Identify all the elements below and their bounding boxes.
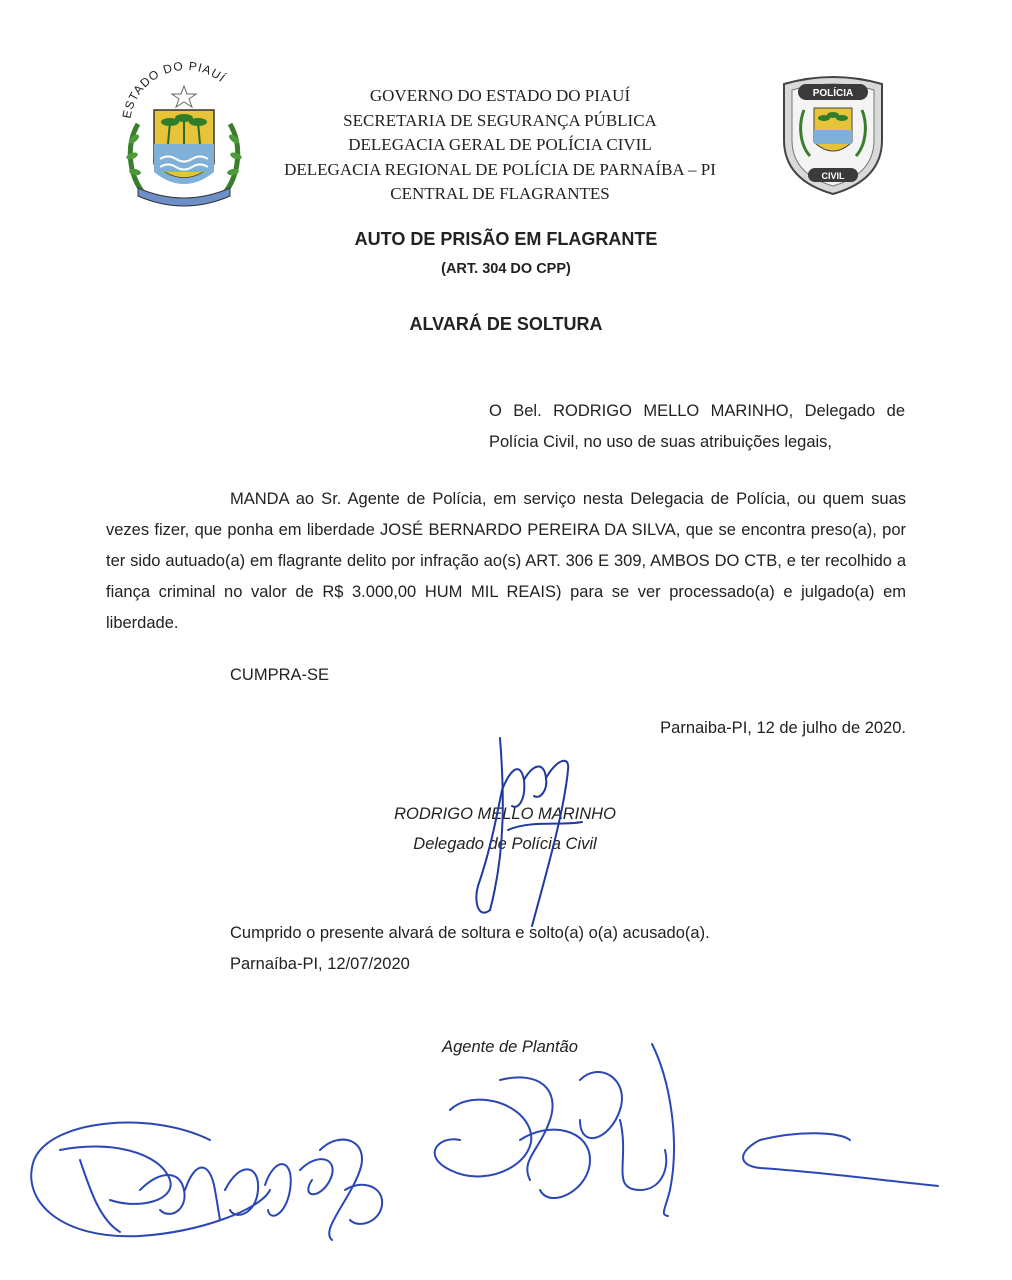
cumpra-se: CUMPRA-SE: [230, 666, 330, 684]
delegate-signature: [460, 730, 600, 930]
seal-arc-text: ESTADO DO PIAUÍ: [119, 58, 229, 120]
header-line-central: CENTRAL DE FLAGRANTES: [390, 184, 610, 203]
signer-role: Delegado de Polícia Civil: [413, 835, 597, 853]
header-line-secretariat: SECRETARIA DE SEGURANÇA PÚBLICA: [343, 110, 657, 130]
policia-civil-badge: [774, 70, 892, 198]
place-date: Parnaiba-PI, 12 de julho de 2020.: [660, 719, 906, 737]
fulfilled-date: Parnaíba-PI, 12/07/2020: [230, 955, 410, 973]
badge-top-text: POLÍCIA: [812, 88, 854, 99]
header-line-regional-police: DELEGACIA REGIONAL DE POLÍCIA DE PARNAÍBA – PI: [284, 159, 716, 179]
header-line-government: GOVERNO DO ESTADO DO PIAUÍ: [369, 86, 631, 105]
fulfilled-statement: Cumprido o presente alvará de soltura e solto(a) o(a) acusado(a).: [230, 924, 710, 942]
document-heading: ALVARÁ DE SOLTURA: [409, 314, 603, 334]
body-paragraph: MANDA ao Sr. Agente de Polícia, em serviço nesta Delegacia de Polícia, ou quem suas vezes fizer, que ponha em liberdade JOSÉ BERNARDO PEREIRA DA SILVA, que se encontra preso(a), por ter sido autuado(a) em flagrante delito por infração ao(s) ART. 306 E 309, AMBOS DO CTB, e ter recolhido a fiança criminal no valor de R$ 3.000,00 HUM MIL REAIS) para se ver processado(a) e julgado(a) em liberdade.: [106, 490, 906, 632]
letterhead: [250, 84, 750, 207]
header-line-general-police: DELEGACIA GERAL DE POLÍCIA CIVIL: [348, 135, 652, 154]
intro-paragraph: O Bel. RODRIGO MELLO MARINHO, Delegado de Polícia Civil, no uso de suas atribuições legais,: [489, 402, 905, 451]
signer-name: RODRIGO MELLO MARINHO: [394, 805, 616, 823]
document-title: AUTO DE PRISÃO EM FLAGRANTE: [354, 229, 658, 249]
badge-bottom-text: CIVIL: [821, 171, 845, 181]
piaui-state-seal: [108, 58, 258, 209]
document-subtitle: (ART. 304 DO CPP): [441, 261, 571, 277]
agent-label: Agente de Plantão: [442, 1038, 578, 1056]
agent-signature: [20, 1040, 950, 1260]
